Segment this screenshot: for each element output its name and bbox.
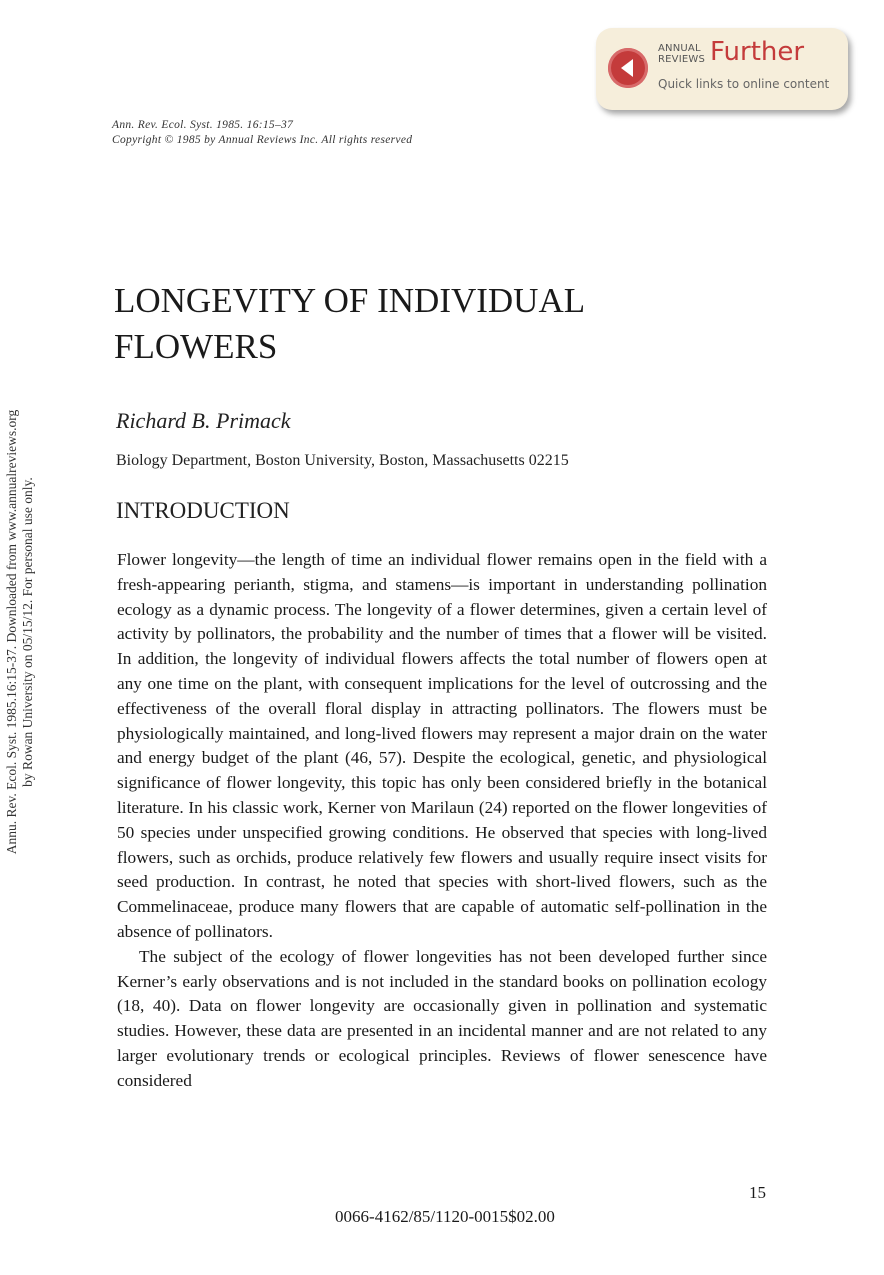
play-back-icon[interactable] <box>608 48 648 88</box>
author-affiliation: Biology Department, Boston University, Boston, Massachusetts 02215 <box>116 452 569 469</box>
further-banner[interactable] <box>596 28 848 110</box>
further-label[interactable]: Further <box>710 37 805 67</box>
annual-reviews-label <box>658 43 705 65</box>
title-line-2: FLOWERS <box>114 327 278 366</box>
issn-code: 0066-4162/85/1120-0015$02.00 <box>335 1207 555 1226</box>
reviews-text: REVIEWS <box>658 54 706 65</box>
citation-line-1: Ann. Rev. Ecol. Syst. 1985. 16:15–37 <box>112 119 294 131</box>
paragraph-2: The subject of the ecology of flower longevities has not been developed further since Kerner’s early observations and is not included in the standard books on pollination ecology (18, 40). Data on flower longevity are occasionally given in pollination and systematic studies. However, these data are presented in an incidental manner and are not related to any larger evolutionary trends or ecological principles. Reviews of flower senescence have considered <box>117 946 767 1090</box>
title-line-1: LONGEVITY OF INDIVIDUAL <box>114 281 586 320</box>
article-body <box>117 548 767 1094</box>
annual-text: ANNUAL <box>658 43 701 54</box>
section-heading: INTRODUCTION <box>116 498 290 523</box>
paragraph-1: Flower longevity—the length of time an individual flower remains open in the field with a fresh-appearing perianth, stigma, and stamens—is important in understanding pollination ecology as a dynamic process. The longevity of a flower determines, given a certain level of activity by pollinators, the probability and the number of times that a flower will be visited. In addition, the longevity of individual flowers affects the total number of flowers open at any one time on the plant, with consequent implications for the level of outcrossing and the effectiveness of the overall floral display in attracting pollinators. The flowers must be physiologically maintained, and long-lived flowers may represent a major drain on the water and energy budget of the plant (46, 57). Despite the ecological, genetic, and physiological significance of flower longevity, this topic has only been considered briefly in the botanical literature. In his classic work, Kerner von Marilaun (24) reported on the flower longevities of 50 species under unspecified growing conditions. He observed that species with long-lived flowers, such as orchids, produce relatively few flowers and usually require insect visits for seed production. In contrast, he noted that species with short-lived flowers, such as the Commelinaceae, produce many flowers that are capable of automatic self-pollination in the absence of pollinators. <box>117 550 767 941</box>
article-title <box>114 278 734 370</box>
watermark-line-2: by Rowan University on 05/15/12. For personal use only. <box>20 477 35 787</box>
download-watermark <box>4 352 36 912</box>
quick-links-subtitle[interactable]: Quick links to online content <box>658 77 830 91</box>
author-name: Richard B. Primack <box>116 408 291 433</box>
citation-line-2: Copyright © 1985 by Annual Reviews Inc. All rights reserved <box>112 134 413 146</box>
page-number: 15 <box>749 1183 766 1202</box>
watermark-line-1: Annu. Rev. Ecol. Syst. 1985.16:15-37. Downloaded from www.annualreviews.org <box>4 409 19 855</box>
journal-citation <box>112 118 412 148</box>
